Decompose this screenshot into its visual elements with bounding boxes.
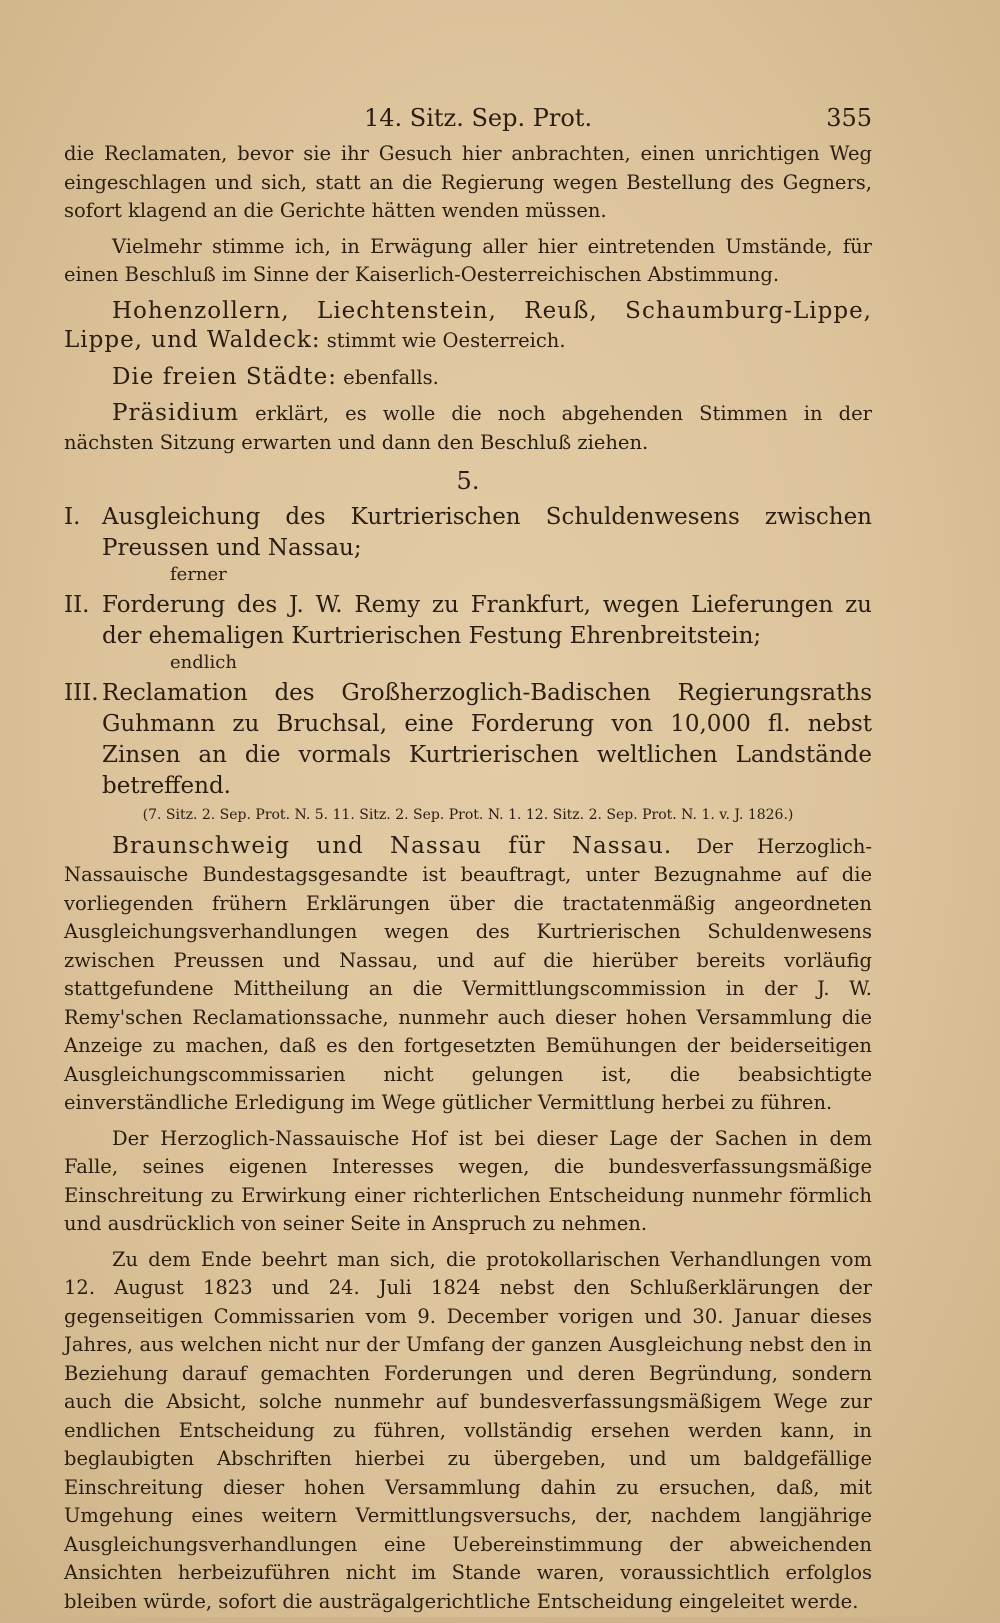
body-paragraph-2: Der Herzoglich-Nassauische Hof ist bei dieser Lage der Sachen in dem Falle, seines eigenen Interesses wegen, die bundesverfassungsmäßige Einschreitung zu Erwirkung einer richterlichen Entscheidung nunmehr förmlich und ausdrücklich von seiner Seite in Anspruch zu nehmen. [64, 1126, 872, 1235]
item-numeral: III. [64, 679, 99, 706]
paragraph-3 [64, 297, 872, 356]
running-title: 14. Sitz. Sep. Prot. [364, 104, 593, 132]
item-text: Forderung des J. W. Remy zu Frankfurt, wegen Lieferungen zu der ehemaligen Kurtrierischen Festung Ehrenbreitstein; [102, 591, 872, 649]
connector: endlich [170, 651, 237, 673]
protocol-reference: (7. Sitz. 2. Sep. Prot. N. 5. 11. Sitz. 2. Sep. Prot. N. 1. 12. Sitz. 2. Sep. Prot. N. 1. v. J. 1826.) [142, 806, 794, 823]
section-item [64, 502, 872, 564]
paragraph-2: Vielmehr stimme ich, in Erwägung aller hier eintretenden Umstände, für einen Beschluß im Sinne der Kaiserlich-Oesterreichischen Abstimmung. [64, 234, 872, 286]
section-item [64, 678, 872, 802]
presidium: Präsidium [112, 400, 240, 426]
vote-text: stimmt wie Oesterreich. [326, 329, 566, 352]
paragraph-5 [64, 399, 872, 457]
presidium-text: erklärt, es wolle die noch abgehenden Stimmen in der nächsten Sitzung erwarten und dann den Beschluß ziehen. [64, 402, 872, 454]
states-names: Hohenzollern, Liechtenstein, Reuß, Schaumburg-Lippe, Lippe, und Waldeck: [64, 297, 872, 353]
section-number: 5. [456, 467, 480, 495]
paragraph-1: die Reclamaten, bevor sie ihr Gesuch hier anbrachten, einen unrichtigen Weg eingeschlagen und sich, statt an die Regierung wegen Bestellung des Gegners, sofort klagend an die Gerichte hätten wenden müssen. [64, 142, 872, 222]
declaration-text: Der Herzoglich-Nassauische Bundestagsgesandte ist beauftragt, unter Bezugnahme auf die vorliegenden frühern Erklärungen über die tractatenmäßig angeordneten Ausgleichungsverhandlungen wegen des Kurtrierischen Schuldenwesens zwischen Preussen und Nassau, und auf die hierüber bereits vorläufig stattgefundene Mittheilung an die Vermittlungscommission in der J. W. Remy'schen Reclamationssache, nunmehr auch dieser hohen Versammlung die Anzeige zu machen, daß es den fortgesetzten Bemühungen der beiderseitigen Ausgleichungscommissarien nicht gelungen ist, die beabsichtigte einverständliche Erledigung im Wege gütlicher Vermittlung herbei zu führen. [64, 834, 872, 1114]
page-header [64, 104, 872, 140]
vote-text: ebenfalls. [343, 365, 439, 389]
section-item [64, 590, 872, 652]
item-numeral: I. [64, 503, 81, 530]
body-paragraph-3: Zu dem Ende beehrt man sich, die protokollarischen Verhandlungen vom 12. August 1823 und 24. Juli 1824 nebst den Schlußerklärungen der gegenseitigen Commissarien vom 9. December vorigen und 30. Januar dieses Jahres, aus welchen nicht nur der Umfang der ganzen Ausgleichung nebst den in Beziehung darauf gemachten Forderungen und deren Begründung, sondern auch die Absicht, solche nunmehr auf bundesverfassungsmäßigem Wege zur endlichen Entscheidung zu führen, vollständig ersehen werden kann, in beglaubigten Abschriften hierbei zu übergeben, und um baldgefällige Einschreitung dieser hohen Versammlung dahin zu ersuchen, daß, mit Umgehung eines weitern Vermittlungsversuchs, der, nachdem langjährige Ausgleichungsverhandlungen eine Uebereinstimmung der abweichenden Ansichten herbeizuführen nicht im Stande waren, voraussichtlich erfolglos bleiben würde, sofort die austrägalgerichtliche Entscheidung eingeleitet werde. [64, 1247, 872, 1613]
connector: ferner [170, 563, 227, 585]
item-text: Ausgleichung des Kurtrierischen Schuldenwesens zwischen Preussen und Nassau; [102, 503, 872, 561]
body-paragraph-1 [64, 832, 872, 1118]
paragraph-4 [64, 363, 872, 393]
free-cities: Die freien Städte: [112, 363, 337, 390]
item-text: Reclamation des Großherzoglich-Badischen Regierungsraths Guhmann zu Bruchsal, eine Forderung von 10,000 fl. nebst Zinsen an die vormals Kurtrierischen weltlichen Landstände betreffend. [102, 679, 872, 799]
page-body [64, 140, 872, 1623]
page-number: 355 [826, 104, 872, 132]
voting-states: Braunschweig und Nassau für Nassau. [112, 832, 673, 859]
item-numeral: II. [64, 591, 90, 618]
